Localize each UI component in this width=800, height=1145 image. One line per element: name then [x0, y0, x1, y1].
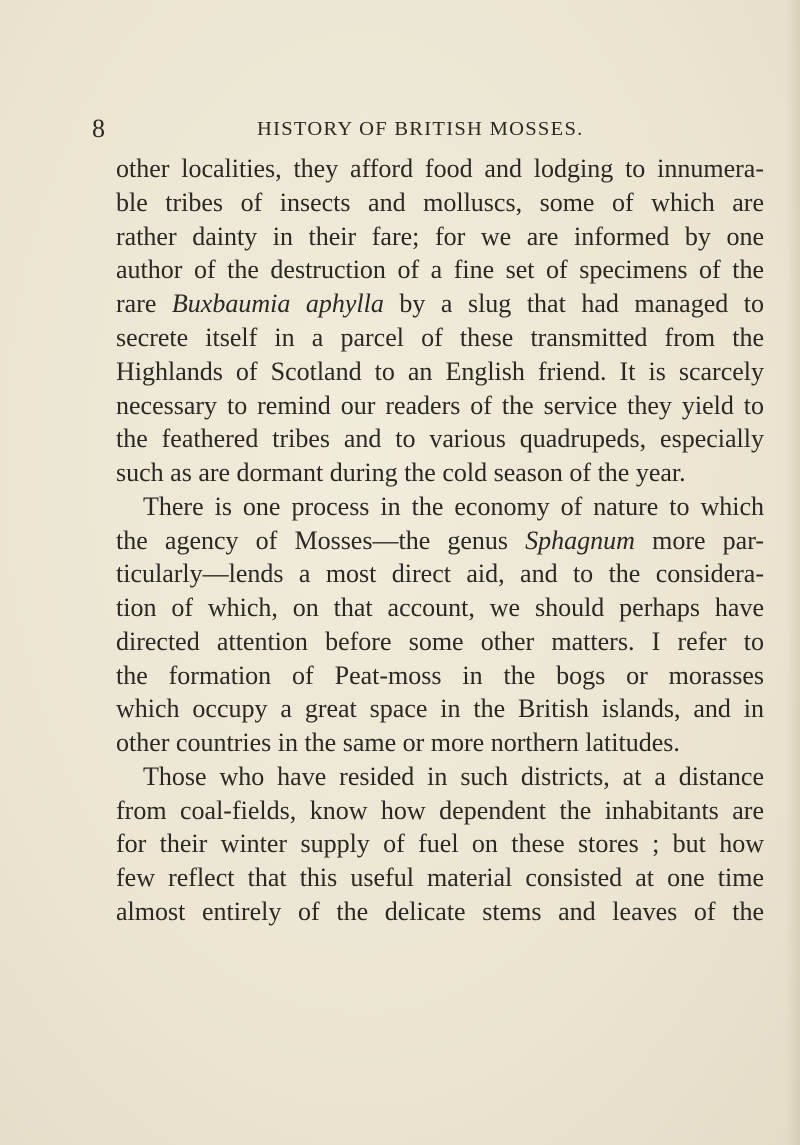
- text-line: ble tribes of insects and molluscs, some of which are: [116, 188, 764, 217]
- text-line: directed attention before some other matters. I refer to: [116, 627, 764, 656]
- genus-name: Sphagnum: [525, 526, 635, 555]
- text-run: more par-: [634, 526, 764, 555]
- text-line: few reflect that this useful material consisted at one time: [116, 863, 764, 892]
- text-line: Highlands of Scotland to an English friend. It is scarcely: [116, 357, 764, 386]
- text-line: such as are dormant during the cold season of the year.: [116, 458, 686, 487]
- text-run: rare: [116, 289, 172, 318]
- text-line: [116, 286, 764, 322]
- text-line: which occupy a great space in the British islands, and in: [116, 694, 764, 723]
- text-line: almost entirely of the delicate stems and leaves of the: [116, 897, 764, 926]
- text-line: There is one process in the economy of nature to which: [143, 492, 764, 521]
- species-name: Buxbaumia aphylla: [171, 289, 384, 318]
- text-line: the formation of Peat-moss in the bogs or morasses: [116, 661, 764, 690]
- text-line: other countries in the same or more northern latitudes.: [116, 728, 680, 757]
- text-line: the feathered tribes and to various quadrupeds, especially: [116, 424, 764, 453]
- text-line: rather dainty in their fare; for we are informed by one: [116, 222, 764, 251]
- text-line: necessary to remind our readers of the service they yield to: [116, 391, 764, 420]
- text-line: tion of which, on that account, we should perhaps have: [116, 593, 764, 622]
- running-head: [92, 110, 742, 146]
- page-edge-shadow: [786, 0, 800, 1145]
- text-line: [116, 523, 764, 559]
- page-number: 8: [92, 114, 105, 143]
- text-run: the agency of Mosses—the genus: [116, 526, 526, 555]
- text-line: author of the destruction of a fine set of specimens of the: [116, 255, 764, 284]
- text-line: other localities, they afford food and lodging to innumera-: [116, 154, 764, 183]
- text-line: for their winter supply of fuel on these stores ; but how: [116, 829, 764, 858]
- running-title: HISTORY OF BRITISH MOSSES.: [257, 118, 584, 140]
- text-line: secrete itself in a parcel of these transmitted from the: [116, 323, 764, 352]
- text-line: from coal-fields, know how dependent the inhabitants are: [116, 796, 764, 825]
- text-line: Those who have resided in such districts, at a distance: [143, 762, 764, 791]
- text-line: ticularly—lends a most direct aid, and to the considera-: [116, 559, 764, 588]
- text-run: by a slug that had managed to: [383, 289, 764, 318]
